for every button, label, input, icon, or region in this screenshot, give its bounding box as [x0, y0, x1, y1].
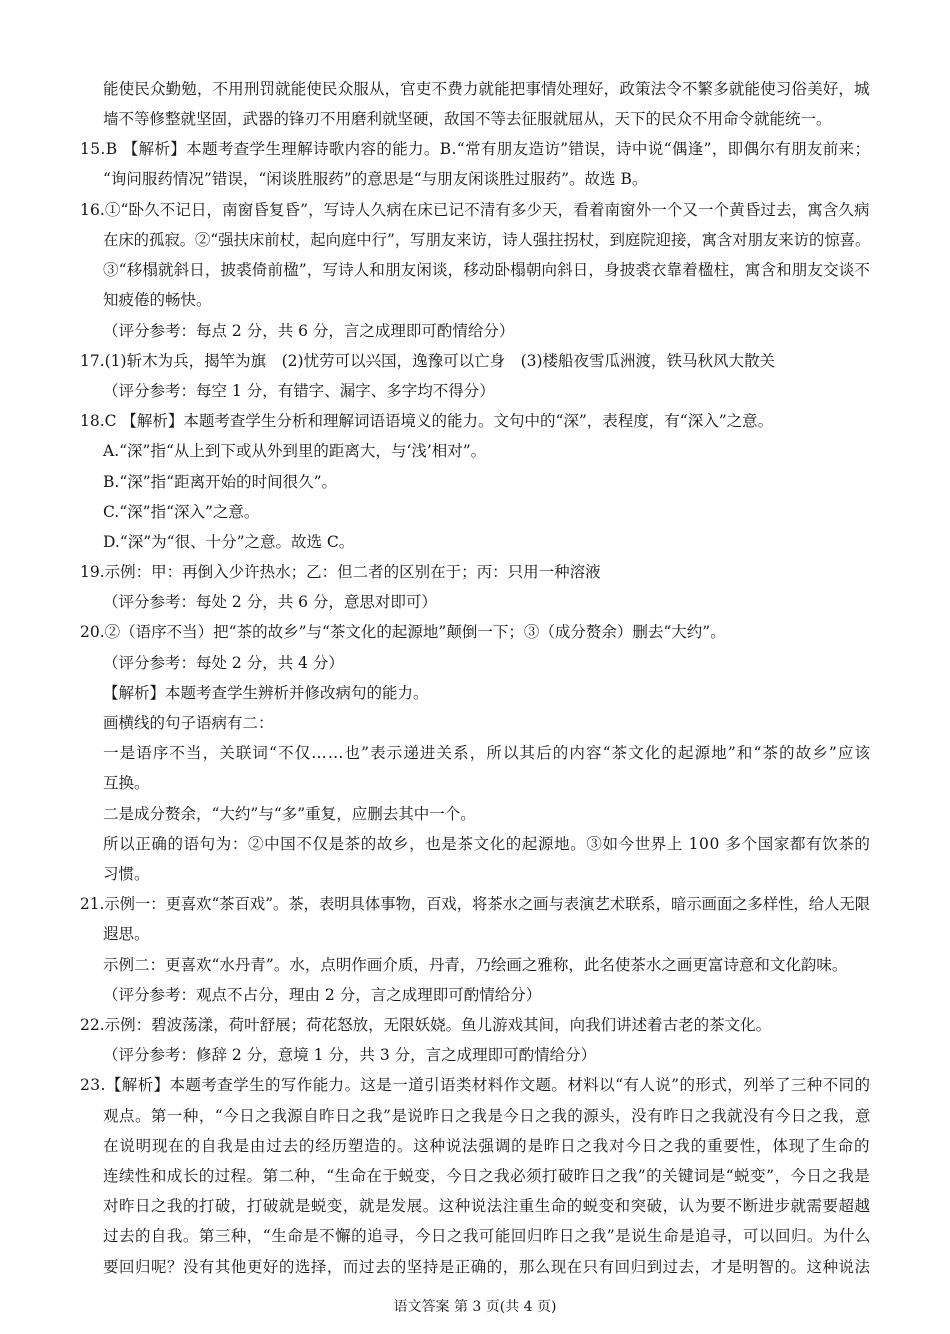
- text-line: B.“深”指“距离开始的时间很久”。: [103, 473, 338, 491]
- text-line: 16.①“卧久不记日，南窗昏复昏”，写诗人久病在床已记不清有多少天，看着南窗外一个又一个黄昏过去，寓含久病: [80, 201, 870, 219]
- text-line: 互换。: [103, 774, 150, 792]
- text-line: （评分参考：每处 2 分，共 4 分）: [103, 654, 344, 672]
- text-line: 能使民众勤勉，不用刑罚就能使民众服从，官吏不费力就能把事情处理好，政策法令不繁多就能使习俗美好，城: [103, 80, 870, 98]
- text-line: 21.示例一：更喜欢“茶百戏”。茶，表明具体事物，百戏，将茶水之画与表演艺术联系，暗示画面之多样性，给人无限: [80, 895, 871, 913]
- text-line: 在床的孤寂。②“强扶床前杖，起向庭中行”，写朋友来访，诗人强拄拐杖，到庭院迎接，寓含对朋友来访的惊喜。: [103, 231, 871, 249]
- text-line: 20.②（语序不当）把“茶的故乡”与“茶文化的起源地”颠倒一下；③（成分赘余）删去“大约”。: [80, 623, 726, 641]
- text-line: 22.示例：碧波荡漾，荷叶舒展；荷花怒放，无限妖娆。鱼儿游戏其间，向我们讲述着古老的茶文化。: [80, 1016, 772, 1034]
- text-line: 过去的自我。第三种，“生命是不懈的追寻，今日之我可能回归昨日之我”是说生命是追寻，可以回归。为什么: [103, 1227, 871, 1245]
- text-line: D.“深”为“很、十分”之意。故选 C。: [103, 533, 355, 551]
- text-line: 19.示例：甲：再倒入少许热水；乙：但二者的区别在于；丙：只用一种溶液: [80, 563, 601, 581]
- text-line: （评分参考：修辞 2 分，意境 1 分，共 3 分，言之成理即可酌情给分）: [103, 1046, 597, 1064]
- text-line: 示例二：更喜欢“水丹青”。水，点明作画介质，丹青，乃绘画之雅称，此名使茶水之画更富诗意和文化韵味。: [103, 956, 848, 974]
- text-line: 二是成分赘余，“大约”与“多”重复，应删去其中一个。: [103, 805, 476, 823]
- text-line: （评分参考：每空 1 分，有错字、漏字、多字均不得分）: [103, 382, 495, 400]
- text-line: 所以正确的语句为：②中国不仅是茶的故乡，也是茶文化的起源地。③如今世界上 100 多个国家都有饮茶的: [103, 835, 871, 853]
- text-line: 17.(1)斩木为兵，揭竿为旗 (2)忧劳可以兴国，逸豫可以亡身 (3)楼船夜雪瓜洲渡，铁马秋风大散关: [80, 352, 776, 370]
- text-line: “询问服药情况”错误，“闲谈胜服药”的意思是“与朋友闲谈胜过服药”。故选 B。: [103, 170, 648, 188]
- text-line: 18.C 【解析】本题考查学生分析和理解词语语境义的能力。文句中的“深”，表程度，有“深入”之意。: [80, 412, 774, 430]
- text-line: 墙不等修整就坚固，武器的锋刃不用磨利就坚硬，敌国不等去征服就屈从，天下的民众不用命令就能统一。: [103, 110, 832, 128]
- text-line: 观点。第一种，“今日之我源自昨日之我”是说昨日之我是今日之我的源头，没有昨日之我就没有今日之我，意: [103, 1107, 871, 1125]
- text-line: 连续性和成长的过程。第二种，“生命在于蜕变，今日之我必须打破昨日之我”的关键词是“蜕变”，今日之我是: [103, 1167, 871, 1185]
- text-line: （评分参考：观点不占分，理由 2 分，言之成理即可酌情给分）: [103, 986, 542, 1004]
- text-line: 要回归呢？没有其他更好的选择，而过去的坚持是正确的，那么现在只有回归到过去，才是明智的。这种说法: [103, 1258, 871, 1276]
- text-line: 23.【解析】本题考查学生的写作能力。这是一道引语类材料作文题。材料以“有人说”的形式，列举了三种不同的: [80, 1076, 871, 1094]
- text-line: 遐思。: [103, 925, 150, 943]
- text-line: 习惯。: [103, 865, 150, 883]
- text-line: 15.B 【解析】本题考查学生理解诗歌内容的能力。B.“常有朋友造访”错误，诗中说“偶逢”，即偶尔有朋友前来；: [80, 140, 871, 158]
- text-line: （评分参考：每点 2 分，共 6 分，言之成理即可酌情给分）: [103, 322, 515, 340]
- page-footer: 语文答案 第 3 页(共 4 页): [393, 1299, 557, 1315]
- text-line: （评分参考：每处 2 分，共 6 分，意思对即可）: [103, 593, 437, 611]
- text-line: 画横线的句子语病有二：: [103, 714, 274, 732]
- text-line: 知疲倦的畅快。: [103, 291, 212, 309]
- text-line: 一是语序不当，关联词“不仅……也”表示递进关系，所以其后的内容“茶文化的起源地”和“茶的故乡”应该: [103, 744, 872, 762]
- text-line: 【解析】本题考查学生辨析并修改病句的能力。: [103, 684, 429, 702]
- text-line: ③“移榻就斜日，披裘倚前楹”，写诗人和朋友闲谈，移动卧榻朝向斜日，身披裘衣靠着楹柱，寓含和朋友交谈不: [103, 261, 871, 279]
- text-line: 在说明现在的自我是由过去的经历塑造的。这种说法强调的是昨日之我对今日之我的重要性，体现了生命的: [103, 1137, 871, 1155]
- text-line: 对昨日之我的打破，打破就是蜕变，就是发展。这种说法注重生命的蜕变和突破，认为要不断进步就需要超越: [103, 1197, 871, 1215]
- text-line: C.“深”指“深入”之意。: [103, 503, 260, 521]
- text-line: A.“深”指“从上到下或从外到里的距离大，与‘浅’相对”。: [103, 442, 487, 460]
